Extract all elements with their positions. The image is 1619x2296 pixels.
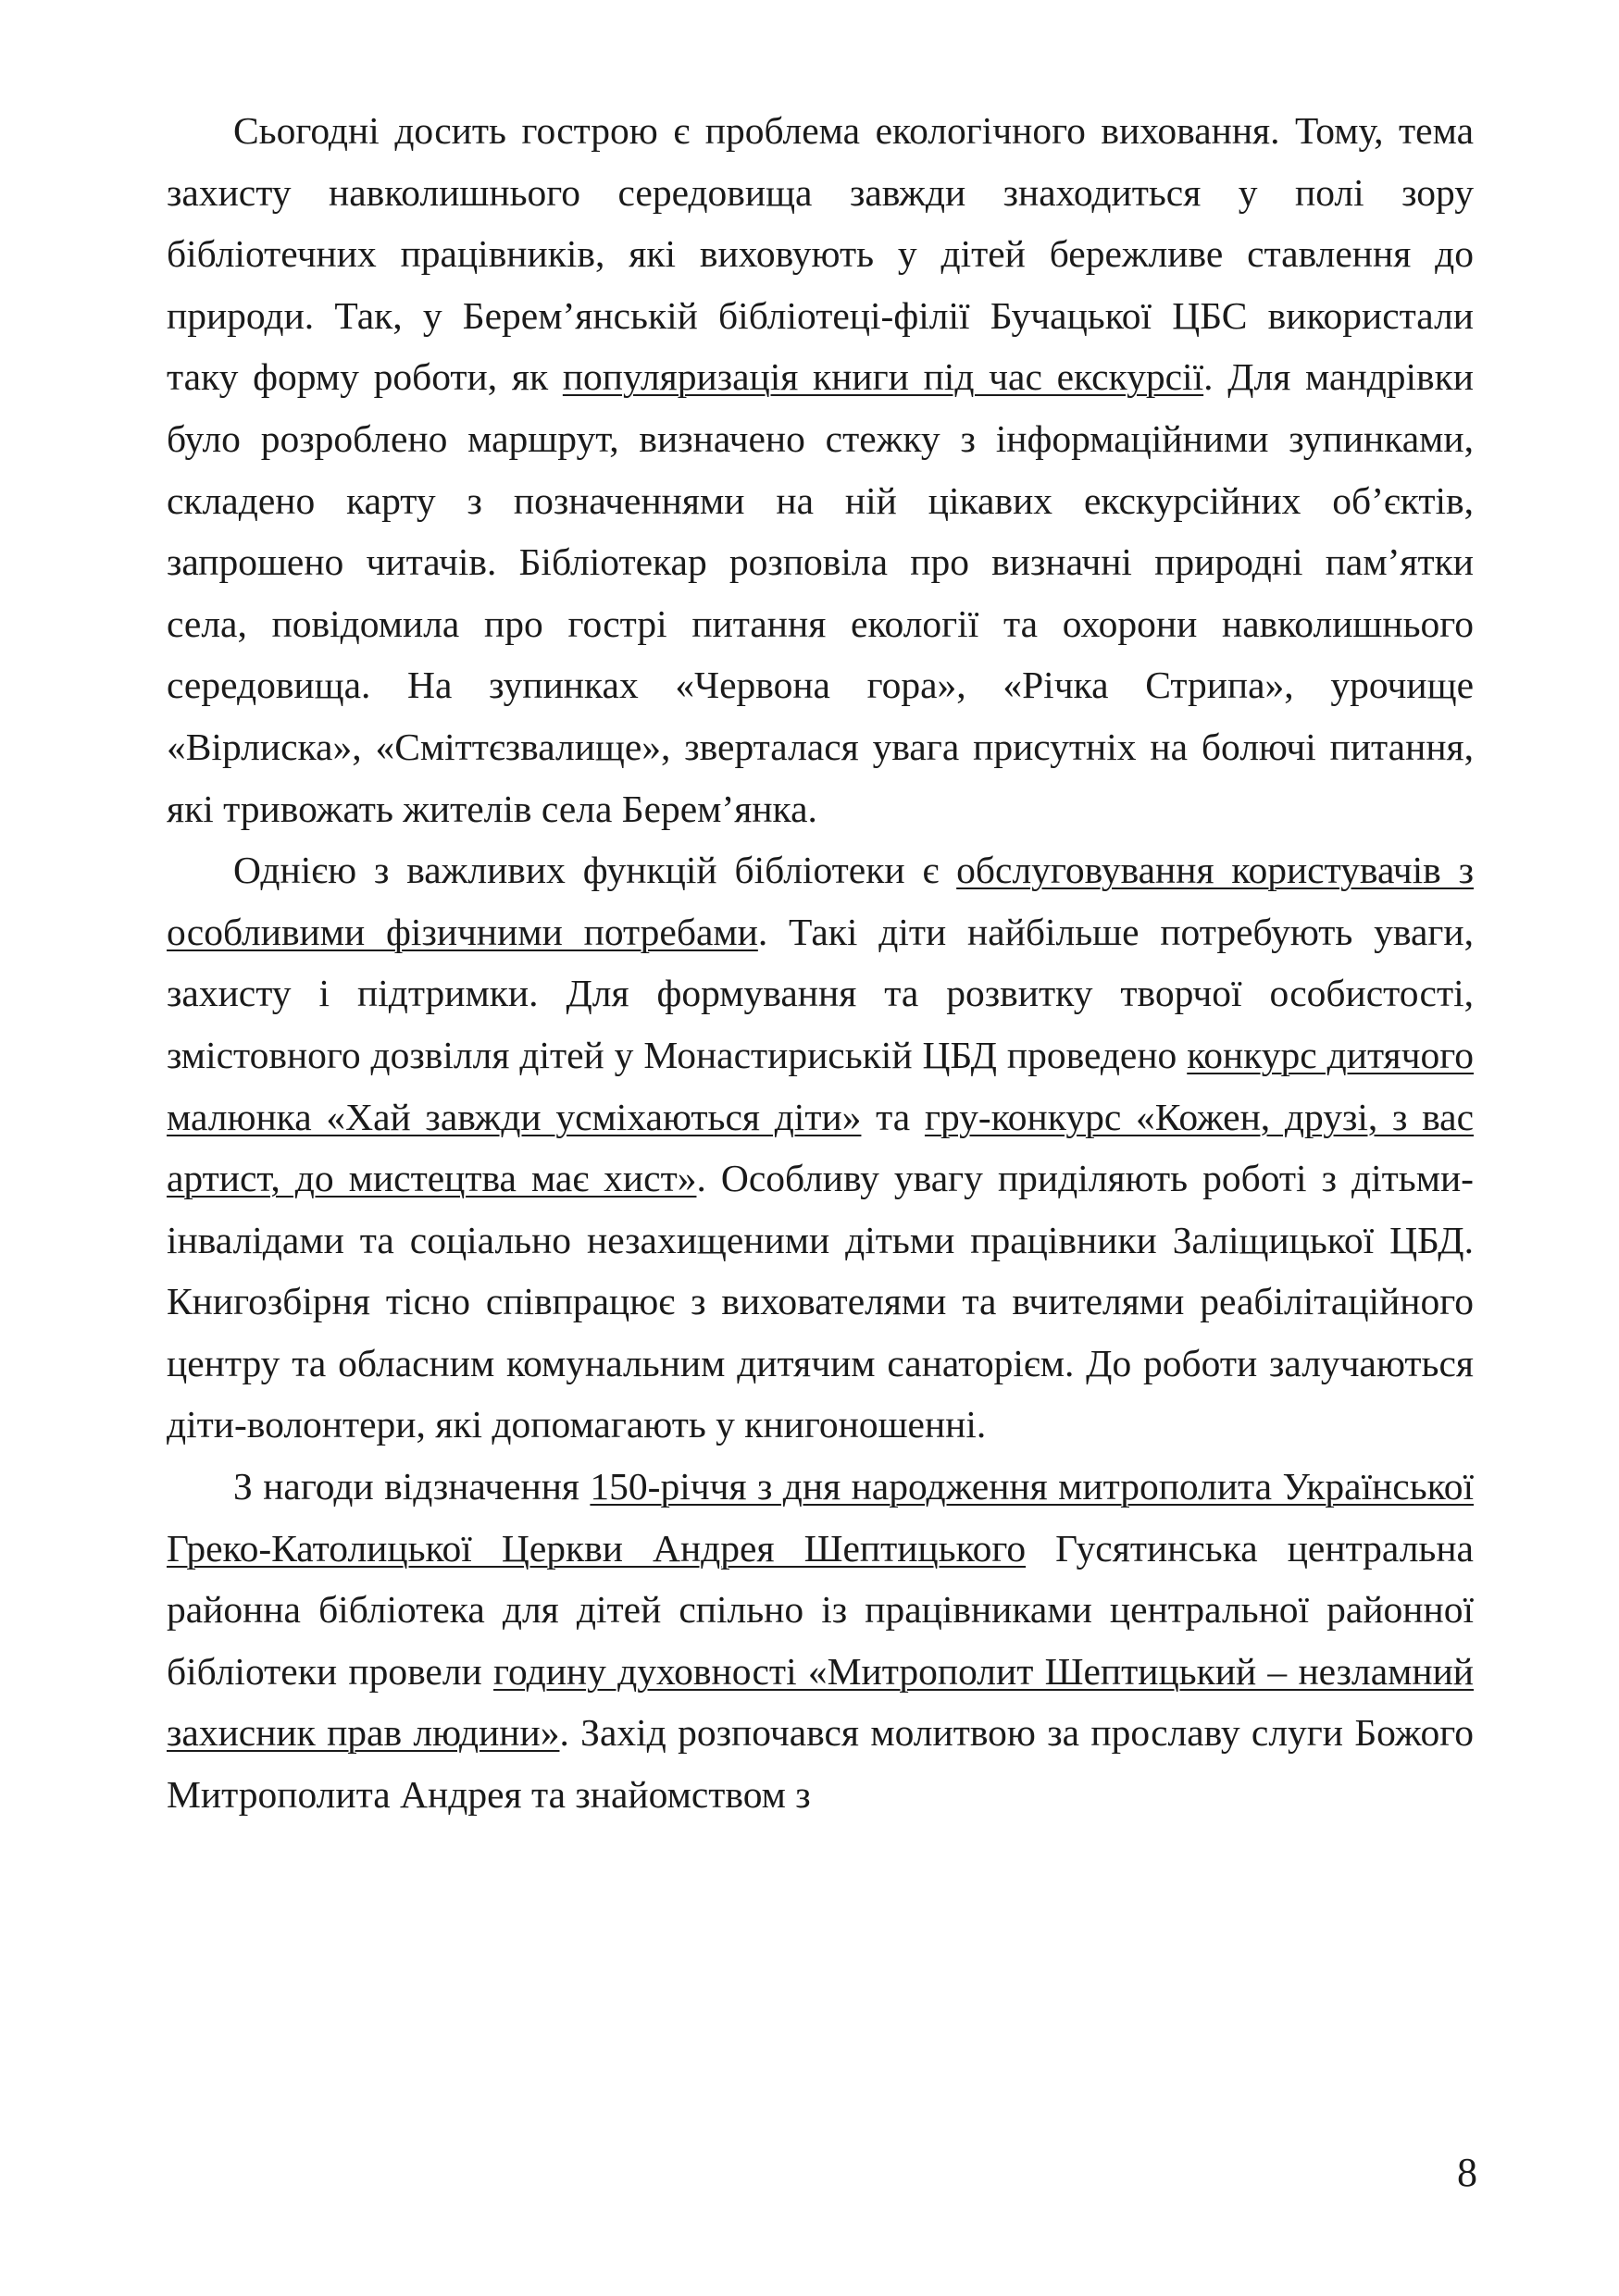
text-segment: . Для мандрівки було розроблено маршрут, визначено стежку з інформаційними зупинками, складено карту з позначеннями на ній цікавих екскурсійних об’єктів, запрошено читачів. Бібліотекар розповіла про визначні природні пам’ятки села, повідомила про гострі питання екології та охорони навколишнього середовища. На зупинках «Червона гора», «Річка Стрипа», урочище «Вірлиска», «Сміттєзвалище», зверталася увага присутніх на болючі питання, які тривожать жителів села Берем’янка. — [167, 355, 1475, 830]
text-segment: Гусятинська центральна районна бібліотека для дітей спільно із працівниками центральної районної бібліотеки провели — [167, 1526, 1474, 1693]
underlined-text-segment: популяризація книги під час екскурсії — [562, 355, 1204, 399]
text-segment: З нагоди відзначення — [233, 1465, 591, 1508]
text-segment: . Захід розпочався молитвою за прославу слуги Божого Митрополита Андрея та знайомством з — [167, 1711, 1475, 1817]
paragraph-ecological-education — [167, 100, 1474, 839]
underlined-text-segment: конкурс дитячого малюнка «Хай завжди усміхаються діти» — [167, 1033, 1474, 1138]
text-segment: Сьогодні досить гострою є проблема екологічного виховання. Тому, тема захисту навколишнього середовища завжди знаходиться у полі зору бібліотечних працівників, які виховують у дітей бережливе ставлення до природи. Так, у Берем’янській бібліотеці-філії Бучацької ЦБС використали таку форму роботи, як — [167, 109, 1474, 399]
paragraph-special-needs-service — [167, 839, 1474, 1456]
underlined-text-segment: годину духовності «Митрополит Шептицький – незламний захисник прав людини» — [167, 1649, 1474, 1755]
underlined-text-segment: обслуговування користувачів з особливими фізичними потребами — [167, 849, 1474, 953]
text-segment: . Особливу увагу приділяють роботі з дітьми-інвалідами та соціально незахищеними дітьми працівники Заліщицької ЦБД. Книгозбірня тісно співпрацює з вихователями та вчителями реабілітаційного центру та обласним комунальним дитячим санаторієм. До роботи залучаються діти-волонтери, які допомагають у книгоношенні. — [167, 1157, 1474, 1446]
paragraph-sheptytsky-anniversary — [167, 1456, 1474, 1826]
underlined-text-segment: гру-конкурс «Кожен, друзі, з вас артист, до мистецтва має хист» — [167, 1095, 1474, 1200]
text-segment: Однією з важливих функцій бібліотеки є — [233, 849, 957, 892]
text-segment: . Такі діти найбільше потребують уваги, захисту і підтримки. Для формування та розвитку творчої особистості, змістовного дозвілля дітей у Монастириській ЦБД проведено — [167, 910, 1474, 1076]
underlined-text-segment: 150-річчя з дня народження митрополита Української Греко-Католицької Церкви Андрея Шептицького — [167, 1465, 1474, 1570]
page-body — [167, 100, 1474, 1826]
page-number: 8 — [1457, 2150, 1477, 2195]
text-segment: та — [861, 1095, 925, 1138]
